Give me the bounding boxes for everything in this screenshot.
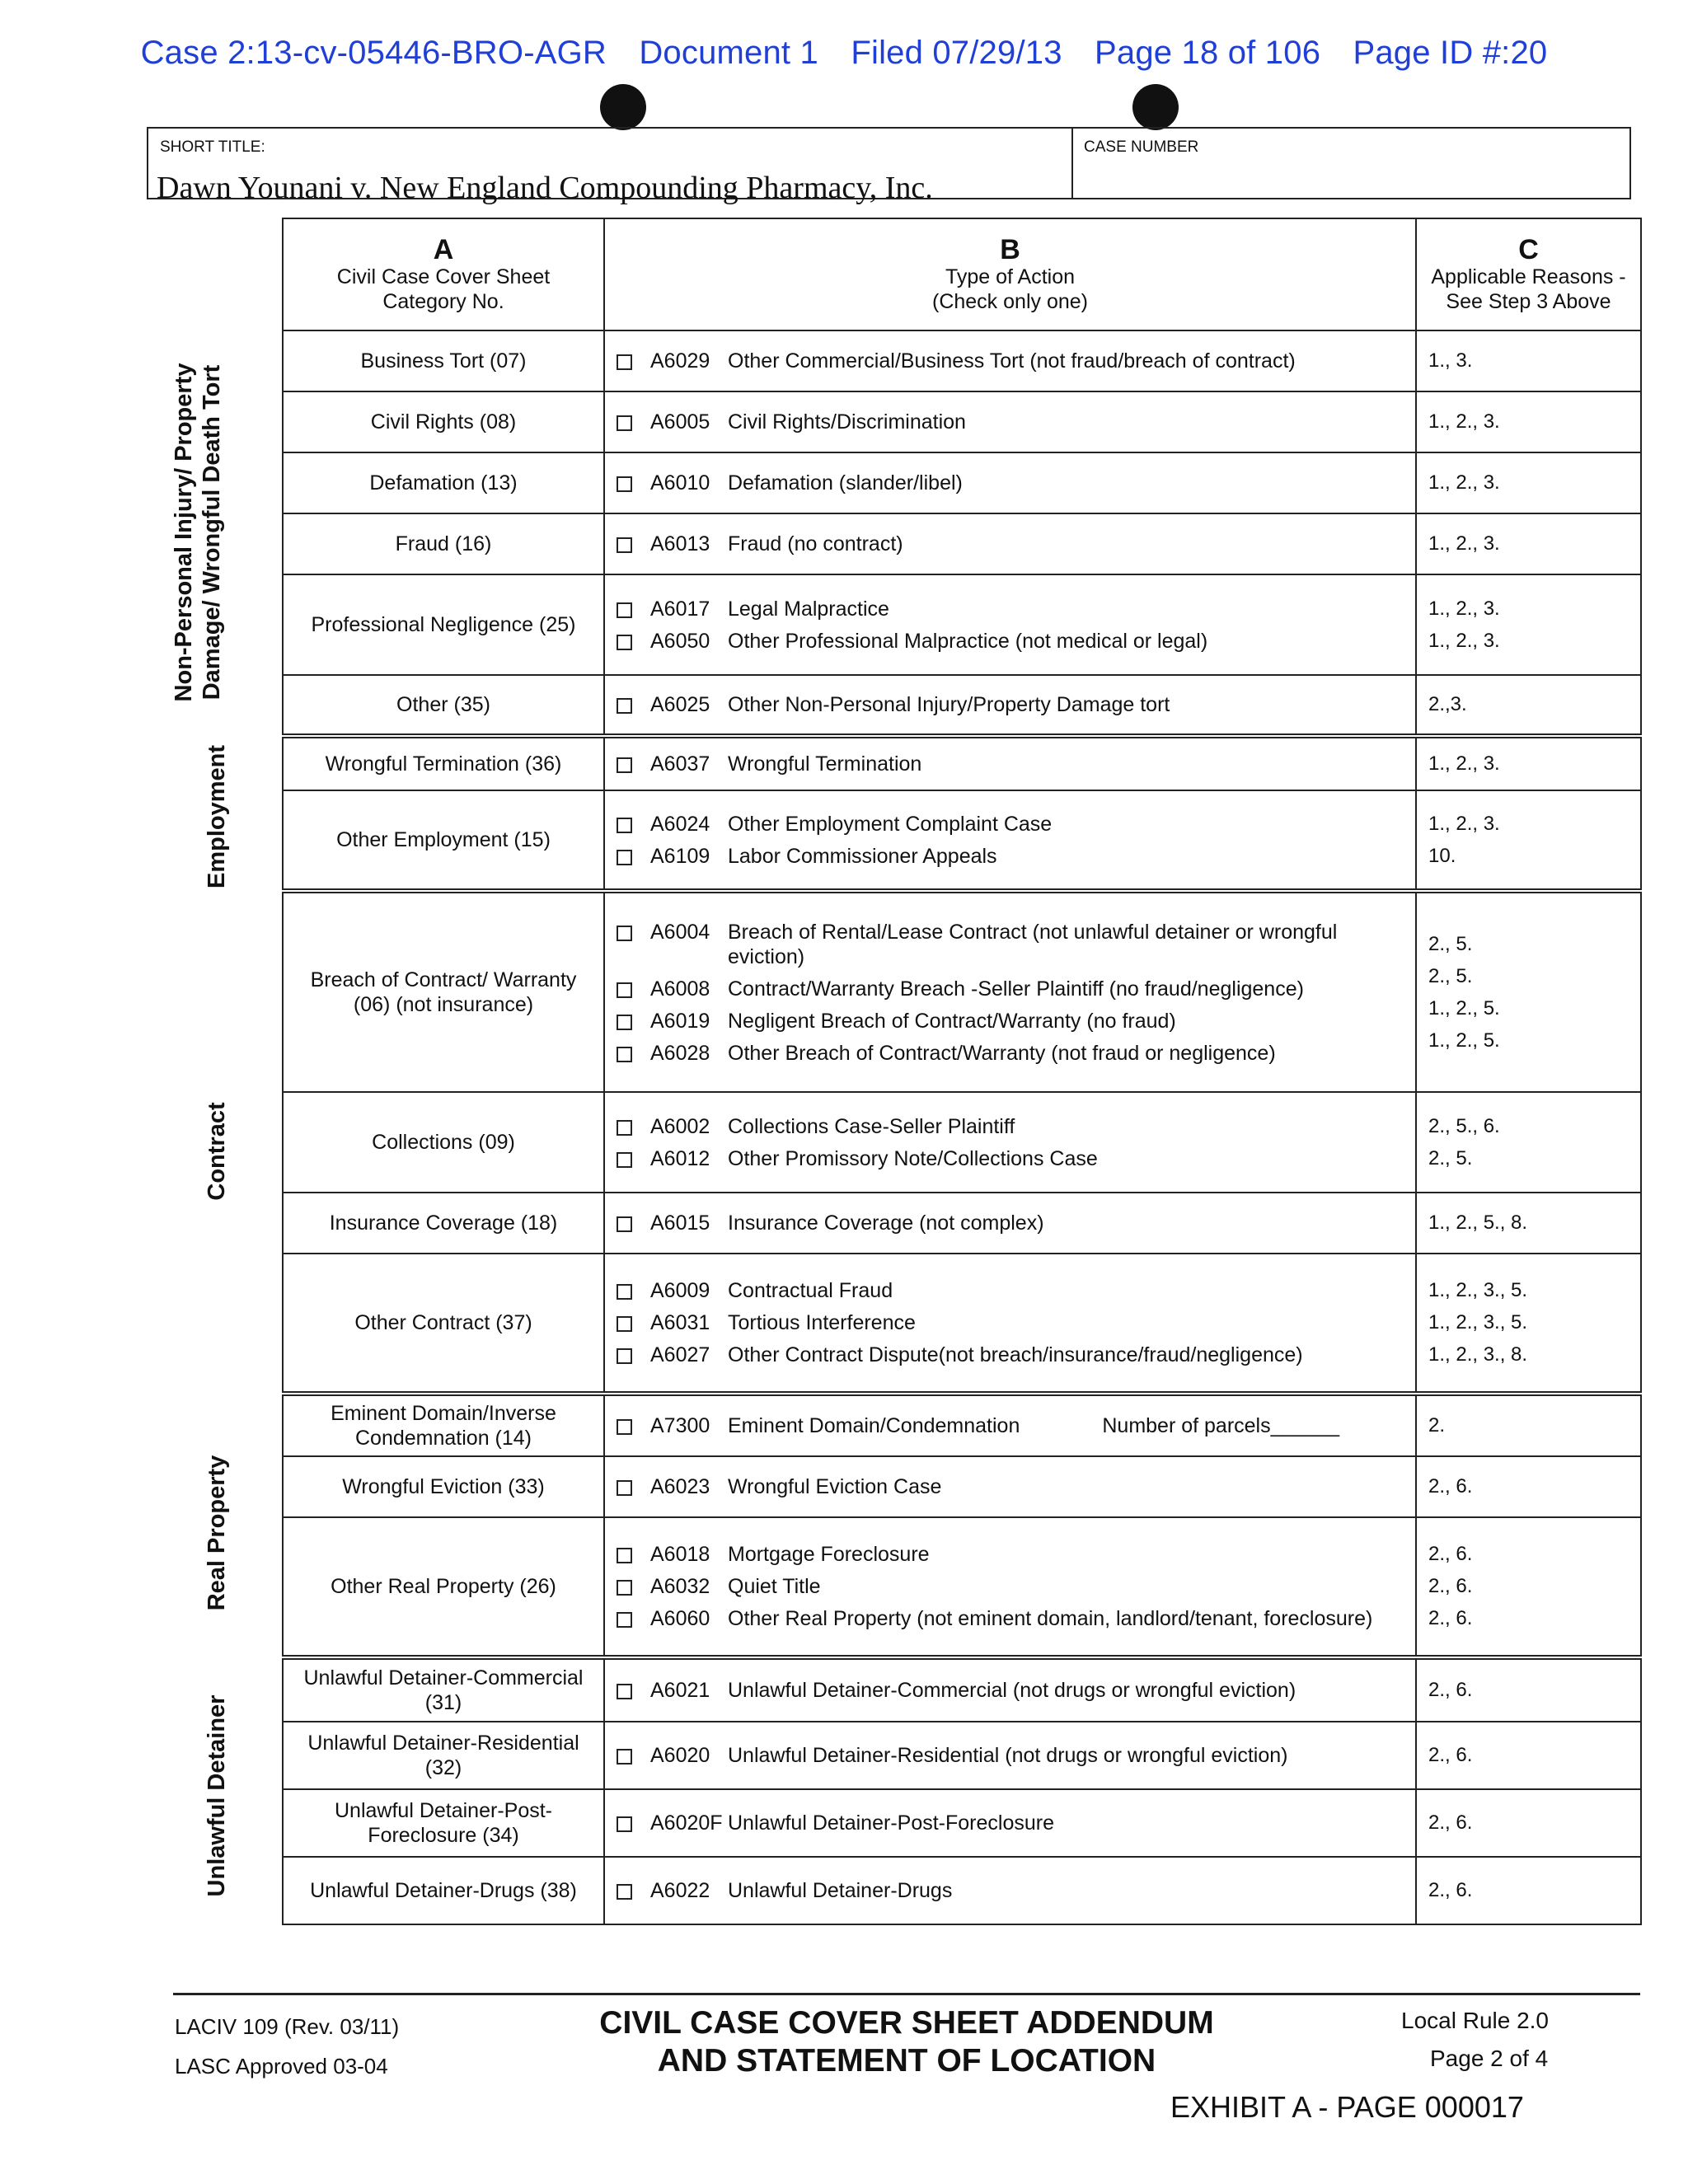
applicable-reasons: 1., 2., 3., 5.	[1428, 1279, 1528, 1301]
checkbox[interactable]	[617, 1612, 632, 1628]
checkbox[interactable]	[617, 1816, 632, 1832]
side-label-unlawful-detainer: Unlawful Detainer	[204, 1694, 230, 1897]
reasons-cell	[1416, 891, 1641, 1092]
action-code: A6009	[650, 1279, 710, 1302]
category-cell: Civil Rights (08)	[283, 391, 604, 452]
applicable-reasons: 1., 2., 3.	[1428, 597, 1500, 620]
action-cell	[604, 1722, 1416, 1789]
table-body	[283, 330, 1641, 1924]
action-cell	[604, 513, 1416, 574]
action-cell	[604, 1517, 1416, 1657]
reasons-cell	[1416, 736, 1641, 790]
exhibit-stamp: EXHIBIT A - PAGE 000017	[1170, 2090, 1524, 2124]
action-option[interactable]	[617, 1811, 1404, 1835]
reasons-cell	[1416, 1456, 1641, 1517]
checkbox[interactable]	[617, 1884, 632, 1900]
action-option[interactable]	[617, 597, 1404, 621]
applicable-reasons: 2., 6.	[1428, 1575, 1473, 1597]
case-number-label: CASE NUMBER	[1084, 138, 1199, 156]
checkbox[interactable]	[617, 354, 632, 370]
action-code: A6015	[650, 1212, 710, 1235]
action-option[interactable]	[617, 1009, 1404, 1033]
checkbox[interactable]	[617, 757, 632, 773]
checkbox[interactable]	[617, 1047, 632, 1062]
action-description: Unlawful Detainer-Residential (not drugs or wrongful eviction)	[728, 1744, 1288, 1767]
category-cell: Unlawful Detainer-Residential (32)	[283, 1722, 604, 1789]
action-description: Other Professional Malpractice (not medical or legal)	[728, 629, 1208, 653]
action-option[interactable]	[617, 752, 1404, 776]
category-cell: Unlawful Detainer-Post-Foreclosure (34)	[283, 1789, 604, 1857]
category-cell: Eminent Domain/Inverse Condemnation (14)	[283, 1394, 604, 1456]
action-code: A6018	[650, 1543, 710, 1566]
checkbox[interactable]	[617, 1348, 632, 1364]
action-code: A6013	[650, 532, 710, 555]
applicable-reasons: 2., 6.	[1428, 1543, 1473, 1565]
action-option[interactable]	[617, 920, 1404, 969]
action-cell	[604, 736, 1416, 790]
action-description: Unlawful Detainer-Drugs	[728, 1879, 953, 1902]
applicable-reasons: 2., 5.	[1428, 1146, 1473, 1169]
reasons-cell	[1416, 513, 1641, 574]
action-description: Mortgage Foreclosure	[728, 1543, 930, 1566]
action-code: A6031	[650, 1311, 710, 1334]
action-option[interactable]	[617, 1114, 1404, 1139]
applicable-reasons: 1., 2., 3.	[1428, 752, 1500, 775]
side-label-contract: Contract	[204, 1102, 230, 1201]
applicable-reasons: 1., 2., 3., 5.	[1428, 1311, 1528, 1333]
table-row	[283, 1789, 1641, 1857]
action-description: Fraud (no contract)	[728, 532, 903, 555]
action-option[interactable]	[617, 1678, 1404, 1703]
action-code: A6032	[650, 1575, 710, 1598]
approved-note: LASC Approved 03-04	[175, 2054, 388, 2079]
action-cell	[604, 574, 1416, 675]
reasons-cell	[1416, 1517, 1641, 1657]
reasons-cell	[1416, 1789, 1641, 1857]
category-cell: Collections (09)	[283, 1092, 604, 1193]
checkbox[interactable]	[617, 537, 632, 553]
action-option[interactable]	[617, 1343, 1404, 1367]
action-code: A6020	[650, 1744, 710, 1767]
action-cell	[604, 675, 1416, 736]
action-description: Unlawful Detainer-Commercial (not drugs or wrongful eviction)	[728, 1679, 1296, 1702]
action-description: Contract/Warranty Breach -Seller Plaintiff (no fraud/negligence)	[728, 977, 1304, 1001]
action-description: Other Employment Complaint Case	[728, 812, 1053, 836]
table-row	[283, 574, 1641, 675]
applicable-reasons: 2., 6.	[1428, 1679, 1473, 1701]
table-row	[283, 1193, 1641, 1254]
checkbox[interactable]	[617, 698, 632, 714]
applicable-reasons: 2.	[1428, 1414, 1446, 1436]
table-row	[283, 891, 1641, 1092]
action-code: A6025	[650, 693, 710, 716]
table-row	[283, 1092, 1641, 1193]
reasons-cell	[1416, 1092, 1641, 1193]
category-cell: Other Contract (37)	[283, 1254, 604, 1394]
checkbox[interactable]	[617, 982, 632, 998]
table-row	[283, 391, 1641, 452]
action-code: A6037	[650, 752, 710, 776]
applicable-reasons: 1., 2., 5.	[1428, 1029, 1500, 1052]
applicable-reasons: 1., 2., 3.	[1428, 410, 1500, 433]
reasons-cell	[1416, 1857, 1641, 1924]
applicable-reasons: 1., 2., 3.	[1428, 812, 1500, 835]
action-cell	[604, 1456, 1416, 1517]
table-row	[283, 1394, 1641, 1456]
document-number: Document 1	[639, 35, 819, 71]
action-description: Wrongful Eviction Case	[728, 1475, 942, 1498]
action-code: A6024	[650, 812, 710, 836]
table-row	[283, 1517, 1641, 1657]
action-description: Tortious Interference	[728, 1311, 916, 1334]
table-row	[283, 1657, 1641, 1722]
action-code: A6010	[650, 471, 710, 494]
applicable-reasons: 1., 2., 3.	[1428, 471, 1500, 494]
reasons-cell	[1416, 1394, 1641, 1456]
local-rule: Local Rule 2.0	[1401, 2008, 1550, 2033]
action-description: Wrongful Termination	[728, 752, 922, 776]
action-option[interactable]	[617, 1574, 1404, 1599]
category-cell: Other (35)	[283, 675, 604, 736]
applicable-reasons: 2., 5.	[1428, 964, 1473, 987]
category-cell: Unlawful Detainer-Commercial (31)	[283, 1657, 604, 1722]
action-cell	[604, 1857, 1416, 1924]
action-cell	[604, 1657, 1416, 1722]
action-description: Other Breach of Contract/Warranty (not fraud or negligence)	[728, 1041, 1276, 1065]
action-code: A6017	[650, 597, 710, 621]
applicable-reasons: 1., 2., 3.	[1428, 629, 1500, 652]
reasons-cell	[1416, 790, 1641, 891]
applicable-reasons: 1., 2., 5.	[1428, 996, 1500, 1019]
checkbox[interactable]	[617, 850, 632, 865]
action-option[interactable]	[617, 692, 1404, 717]
table-row	[283, 675, 1641, 736]
reasons-cell	[1416, 452, 1641, 513]
action-code: A7300	[650, 1414, 710, 1437]
applicable-reasons: 2., 5.	[1428, 932, 1473, 955]
applicable-reasons: 1., 3.	[1428, 349, 1473, 372]
action-description: Labor Commissioner Appeals	[728, 844, 997, 868]
reasons-cell	[1416, 391, 1641, 452]
checkbox[interactable]	[617, 1548, 632, 1563]
case-header	[0, 35, 1688, 72]
category-cell: Fraud (16)	[283, 513, 604, 574]
applicable-reasons: 1., 2., 5., 8.	[1428, 1212, 1528, 1234]
parcels-field[interactable]: Number of parcels______	[1102, 1414, 1340, 1437]
category-cell: Wrongful Termination (36)	[283, 736, 604, 790]
page-count: Page 18 of 106	[1095, 35, 1321, 71]
checkbox[interactable]	[617, 1419, 632, 1435]
applicable-reasons: 2., 6.	[1428, 1475, 1473, 1497]
action-option[interactable]	[617, 349, 1404, 373]
applicable-reasons: 1., 2., 3., 8.	[1428, 1343, 1528, 1366]
action-option[interactable]	[617, 1878, 1404, 1903]
action-description: Legal Malpractice	[728, 597, 889, 621]
table-row	[283, 452, 1641, 513]
action-code: A6060	[650, 1607, 710, 1630]
category-cell: Other Real Property (26)	[283, 1517, 604, 1657]
applicable-reasons: 2., 5., 6.	[1428, 1114, 1500, 1137]
table-row	[283, 790, 1641, 891]
action-option[interactable]	[617, 1542, 1404, 1567]
reasons-cell	[1416, 1657, 1641, 1722]
action-option[interactable]	[617, 1041, 1404, 1066]
action-code: A6005	[650, 410, 710, 434]
action-cell	[604, 1092, 1416, 1193]
action-code: A6109	[650, 844, 710, 868]
checkbox[interactable]	[617, 635, 632, 650]
checkbox[interactable]	[617, 1580, 632, 1596]
action-cell	[604, 330, 1416, 391]
side-label-npi: Non-Personal Injury/ Property Damage/ Wrongful Death Tort	[171, 363, 225, 702]
category-cell: Other Employment (15)	[283, 790, 604, 891]
action-code: A6020F	[650, 1811, 723, 1835]
category-cell: Business Tort (07)	[283, 330, 604, 391]
checkbox[interactable]	[617, 1284, 632, 1300]
action-cell	[604, 891, 1416, 1092]
checkbox[interactable]	[617, 1749, 632, 1765]
short-title-label: SHORT TITLE:	[160, 138, 265, 156]
side-label-real-property: Real Property	[204, 1455, 230, 1611]
page-indicator: Page 2 of 4	[1430, 2046, 1549, 2071]
action-option[interactable]	[617, 1413, 1404, 1438]
category-cell: Unlawful Detainer-Drugs (38)	[283, 1857, 604, 1924]
action-description: Other Non-Personal Injury/Property Damage tort	[728, 693, 1170, 716]
action-cell	[604, 452, 1416, 513]
category-cell: Professional Negligence (25)	[283, 574, 604, 675]
action-cell	[604, 1254, 1416, 1394]
reasons-cell	[1416, 574, 1641, 675]
action-code: A6002	[650, 1114, 710, 1138]
form-id: LACIV 109 (Rev. 03/11)	[175, 2014, 400, 2039]
action-description: Unlawful Detainer-Post-Foreclosure	[728, 1811, 1054, 1835]
checkbox[interactable]	[617, 602, 632, 618]
reasons-cell	[1416, 330, 1641, 391]
table-row	[283, 1254, 1641, 1394]
case-type-table	[282, 218, 1642, 1925]
action-option[interactable]	[617, 1474, 1404, 1499]
action-code: A6028	[650, 1041, 710, 1065]
action-description: Contractual Fraud	[728, 1279, 893, 1302]
action-code: A6027	[650, 1343, 710, 1366]
column-b-header: B Type of Action (Check only one)	[604, 218, 1416, 330]
short-title-value: Dawn Younani v. New England Compounding Pharmacy, Inc.	[157, 171, 933, 205]
category-cell: Defamation (13)	[283, 452, 604, 513]
footer-rule	[173, 1993, 1640, 1995]
action-description: Civil Rights/Discrimination	[728, 410, 966, 434]
action-description: Quiet Title	[728, 1575, 821, 1598]
action-option[interactable]	[617, 844, 1404, 869]
case-number-header: Case 2:13-cv-05446-BRO-AGR	[140, 35, 607, 71]
action-description: Breach of Rental/Lease Contract (not unlawful detainer or wrongful eviction)	[728, 920, 1338, 968]
action-description: Other Real Property (not eminent domain, landlord/tenant, foreclosure)	[728, 1607, 1373, 1630]
table-row	[283, 513, 1641, 574]
table-header-row	[283, 218, 1641, 330]
action-code: A6021	[650, 1679, 710, 1702]
action-cell	[604, 1394, 1416, 1456]
checkbox[interactable]	[617, 1316, 632, 1332]
action-code: A6019	[650, 1009, 710, 1033]
action-cell	[604, 1193, 1416, 1254]
title-box-divider	[1071, 129, 1073, 198]
checkbox[interactable]	[617, 1216, 632, 1232]
action-option[interactable]	[617, 629, 1404, 654]
table-row	[283, 736, 1641, 790]
category-cell: Insurance Coverage (18)	[283, 1193, 604, 1254]
punch-hole-left	[600, 84, 646, 130]
checkbox[interactable]	[617, 1480, 632, 1496]
action-option[interactable]	[617, 812, 1404, 837]
action-description: Eminent Domain/Condemnation	[728, 1414, 1020, 1437]
action-option[interactable]	[617, 1606, 1404, 1631]
action-option[interactable]	[617, 471, 1404, 495]
action-code: A6023	[650, 1475, 710, 1498]
action-description: Defamation (slander/libel)	[728, 471, 963, 494]
action-description: Insurance Coverage (not complex)	[728, 1212, 1044, 1235]
applicable-reasons: 2., 6.	[1428, 1744, 1473, 1766]
action-cell	[604, 790, 1416, 891]
reasons-cell	[1416, 675, 1641, 736]
action-option[interactable]	[617, 1743, 1404, 1768]
action-option[interactable]	[617, 1310, 1404, 1335]
action-option[interactable]	[617, 977, 1404, 1001]
checkbox[interactable]	[617, 1120, 632, 1136]
action-option[interactable]	[617, 532, 1404, 556]
checkbox[interactable]	[617, 1684, 632, 1699]
action-description: Other Commercial/Business Tort (not fraud/breach of contract)	[728, 349, 1296, 373]
category-cell: Wrongful Eviction (33)	[283, 1456, 604, 1517]
action-code: A6008	[650, 977, 710, 1001]
action-option[interactable]	[617, 1146, 1404, 1171]
action-code: A6050	[650, 629, 710, 653]
checkbox[interactable]	[617, 926, 632, 941]
table-row	[283, 1857, 1641, 1924]
short-title-box	[147, 127, 1631, 205]
action-description: Other Promissory Note/Collections Case	[728, 1146, 1098, 1170]
checkbox[interactable]	[617, 818, 632, 833]
reasons-cell	[1416, 1722, 1641, 1789]
column-a-header: A Civil Case Cover Sheet Category No.	[283, 218, 604, 330]
checkbox[interactable]	[617, 1152, 632, 1168]
action-description: Other Contract Dispute(not breach/insurance/fraud/negligence)	[728, 1343, 1303, 1366]
action-description: Collections Case-Seller Plaintiff	[728, 1114, 1015, 1138]
applicable-reasons: 2., 6.	[1428, 1607, 1473, 1629]
reasons-cell	[1416, 1193, 1641, 1254]
action-cell	[604, 1789, 1416, 1857]
checkbox[interactable]	[617, 1015, 632, 1030]
filed-date: Filed 07/29/13	[851, 35, 1062, 71]
checkbox[interactable]	[617, 415, 632, 431]
category-cell: Breach of Contract/ Warranty (06) (not insurance)	[283, 891, 604, 1092]
side-label-employment: Employment	[204, 744, 230, 889]
applicable-reasons: 10.	[1428, 844, 1456, 867]
footer-title: CIVIL CASE COVER SHEET ADDENDUM AND STATEMENT OF LOCATION	[599, 2005, 1214, 2079]
action-code: A6022	[650, 1879, 710, 1902]
applicable-reasons: 2., 6.	[1428, 1811, 1473, 1834]
table-row	[283, 1456, 1641, 1517]
page-id: Page ID #:20	[1353, 35, 1548, 71]
reasons-cell	[1416, 1254, 1641, 1394]
applicable-reasons: 2.,3.	[1428, 693, 1467, 715]
column-c-header: C Applicable Reasons - See Step 3 Above	[1416, 218, 1641, 330]
action-option[interactable]	[617, 1211, 1404, 1235]
action-code: A6029	[650, 349, 710, 373]
action-cell	[604, 391, 1416, 452]
action-code: A6012	[650, 1146, 710, 1170]
action-option[interactable]	[617, 410, 1404, 434]
table-row	[283, 330, 1641, 391]
action-description: Negligent Breach of Contract/Warranty (no fraud)	[728, 1009, 1176, 1033]
applicable-reasons: 1., 2., 3.	[1428, 532, 1500, 555]
punch-hole-right	[1132, 84, 1179, 130]
action-code: A6004	[650, 920, 710, 944]
table-row	[283, 1722, 1641, 1789]
applicable-reasons: 2., 6.	[1428, 1879, 1473, 1901]
checkbox[interactable]	[617, 476, 632, 492]
action-option[interactable]	[617, 1278, 1404, 1303]
